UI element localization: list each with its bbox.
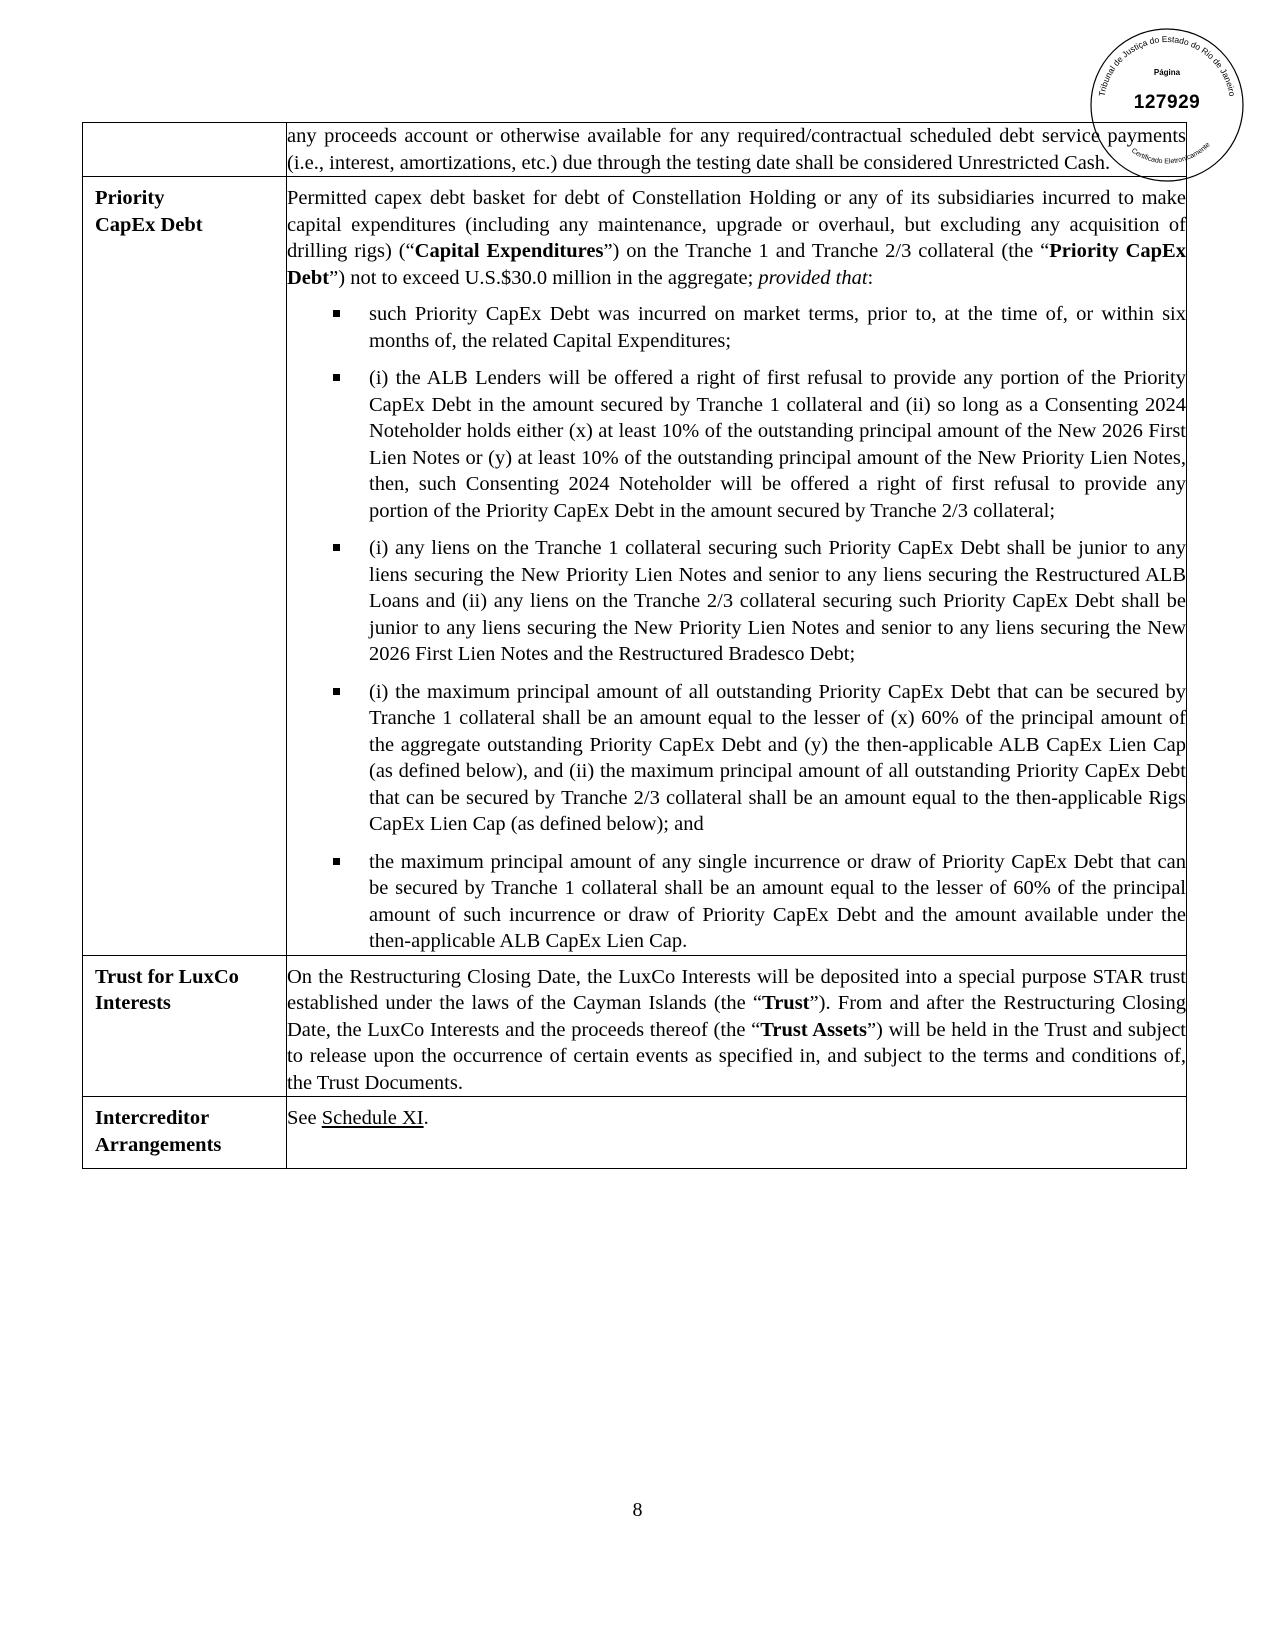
text-run: See	[287, 1107, 322, 1129]
term-sheet-table	[82, 122, 1187, 1169]
row-label-line1: Trust for LuxCo	[95, 965, 239, 988]
row-label-line2: Interests	[95, 992, 171, 1014]
defined-term: Trust	[762, 992, 810, 1014]
italic-term: provided that	[758, 266, 868, 289]
text-run: ”) on the Tranche 1 and Tranche 2/3 collateral (the “	[603, 240, 1050, 262]
row-label	[83, 956, 286, 1027]
square-bullet-icon	[333, 688, 340, 695]
stamp-ring-bottom: Certificado Eletronicamente	[1129, 141, 1212, 166]
row-label	[83, 1097, 286, 1168]
stamp-ring-top: Tribunal de Justiça do Estado do Rio de Janeiro	[1096, 33, 1238, 98]
text-run: ”) will be held in the Trust and subject to release upon the occurrence of certain events as specified in, and subject to the terms and conditions of, the Trust Documents.	[287, 1018, 1186, 1094]
text-run: On the Restructuring Closing Date, the LuxCo Interests will be deposited into a special purpose STAR trust established under the laws of the Cayman Islands (the “	[287, 965, 1186, 1014]
square-bullet-icon	[333, 544, 340, 551]
list-item	[287, 301, 1186, 354]
text-run: :	[867, 266, 874, 289]
text-run: Permitted capex debt basket for debt of Constellation Holding or any of its subsidiaries incurred to make capital expenditures (including any maintenance, upgrade or overhaul, but excluding any acquisition of drilling rigs) (“	[287, 187, 1186, 262]
square-bullet-icon	[333, 858, 340, 865]
text-run: ”) not to exceed U.S.$30.0 million in the aggregate;	[329, 266, 759, 289]
description-cell	[287, 955, 1187, 1097]
defined-term: Priority CapEx Debt	[287, 240, 1186, 289]
stamp-number: 127929	[1133, 92, 1201, 113]
text-run: ”). From and after the Restructuring Closing Date, the LuxCo Interests and the proceeds thereof (the “	[287, 992, 1187, 1041]
list-item-text: such Priority CapEx Debt was incurred on market terms, prior to, at the time of, or within six months of, the related Capital Expenditures;	[369, 303, 1186, 352]
list-item	[287, 849, 1186, 955]
square-bullet-icon	[333, 310, 340, 317]
label-cell-empty	[83, 123, 287, 177]
description-cell	[287, 177, 1187, 956]
label-cell	[83, 1097, 287, 1169]
row-label-line1: Intercreditor	[95, 1107, 210, 1129]
schedule-reference: Schedule XI	[321, 1107, 424, 1129]
defined-term: Trust Assets	[760, 1018, 867, 1041]
page-number: 8	[632, 1499, 643, 1521]
row-label-line1: Priority	[95, 187, 165, 209]
table-row-continuation	[83, 123, 1187, 177]
list-item	[287, 535, 1186, 668]
list-item	[287, 679, 1186, 838]
list-item-text: (i) any liens on the Tranche 1 collateral securing such Priority CapEx Debt shall be junior to any liens securing the New Priority Lien Notes and senior to any liens securing the Restructured ALB Loans and (ii) any liens on the Tranche 2/3 collateral securing such Priority CapEx Debt shall be junior to any liens securing the New Priority Lien Notes and senior to any liens securing the New 2026 First Lien Notes and the Restructured Bradesco Debt;	[369, 537, 1186, 665]
row-label	[83, 177, 286, 248]
continuation-text: any proceeds account or otherwise available for any required/contractual scheduled debt service payments (i.e., interest, amortizations, etc.) due through the testing date shall be considered Unrestricted Cash.	[287, 123, 1187, 177]
svg-text:Tribunal de Justiça do Estado	[1097, 34, 1238, 97]
list-item-text: (i) the maximum principal amount of all outstanding Priority CapEx Debt that can be secured by Tranche 1 collateral shall be an amount equal to the lesser of (x) 60% of the principal amount of the aggregate outstanding Priority CapEx Debt and (y) the then-applicable ALB CapEx Lien Cap (as defined below), and (ii) the maximum principal amount of all outstanding Priority CapEx Debt that can be secured by Tranche 2/3 collateral shall be an amount equal to the then-applicable Rigs CapEx Lien Cap (as defined below); and	[369, 680, 1186, 835]
intercreditor-paragraph	[287, 1105, 1186, 1132]
square-bullet-icon	[333, 374, 340, 381]
row-label-line2: CapEx Debt	[95, 213, 203, 236]
list-item	[287, 365, 1186, 524]
defined-term: Capital Expenditures	[414, 240, 604, 262]
label-cell	[83, 177, 287, 956]
capex-conditions-list	[287, 301, 1186, 955]
trust-paragraph	[287, 964, 1186, 1097]
list-item-text: the maximum principal amount of any single incurrence or draw of Priority CapEx Debt that can be secured by Tranche 1 collateral shall be an amount equal to the lesser of 60% of the principal amount of such incurrence or draw of Priority CapEx Debt and the amount available under the then-applicable ALB CapEx Lien Cap.	[369, 850, 1186, 952]
list-item-text: (i) the ALB Lenders will be offered a right of first refusal to provide any portion of the Priority CapEx Debt in the amount secured by Tranche 1 collateral and (ii) so long as a Consenting 2024 Noteholder holds either (x) at least 10% of the outstanding principal amount of the New 2026 First Lien Notes or (y) at least 10% of the outstanding principal amount of the New Priority Lien Notes, then, such Consenting 2024 Noteholder will be offered a right of first refusal to provide any portion of the Priority CapEx Debt in the amount secured by Tranche 2/3 collateral;	[369, 367, 1186, 522]
text-run: .	[423, 1107, 429, 1129]
table-row-priority-capex-debt	[83, 177, 1187, 956]
row-label-line2: Arrangements	[95, 1133, 222, 1156]
table-row-trust-for-luxco	[83, 955, 1187, 1097]
capex-intro-paragraph	[287, 185, 1186, 291]
description-cell	[287, 1097, 1187, 1169]
stamp-label: Página	[1153, 68, 1181, 77]
table-row-intercreditor	[83, 1097, 1187, 1169]
label-cell	[83, 955, 287, 1097]
